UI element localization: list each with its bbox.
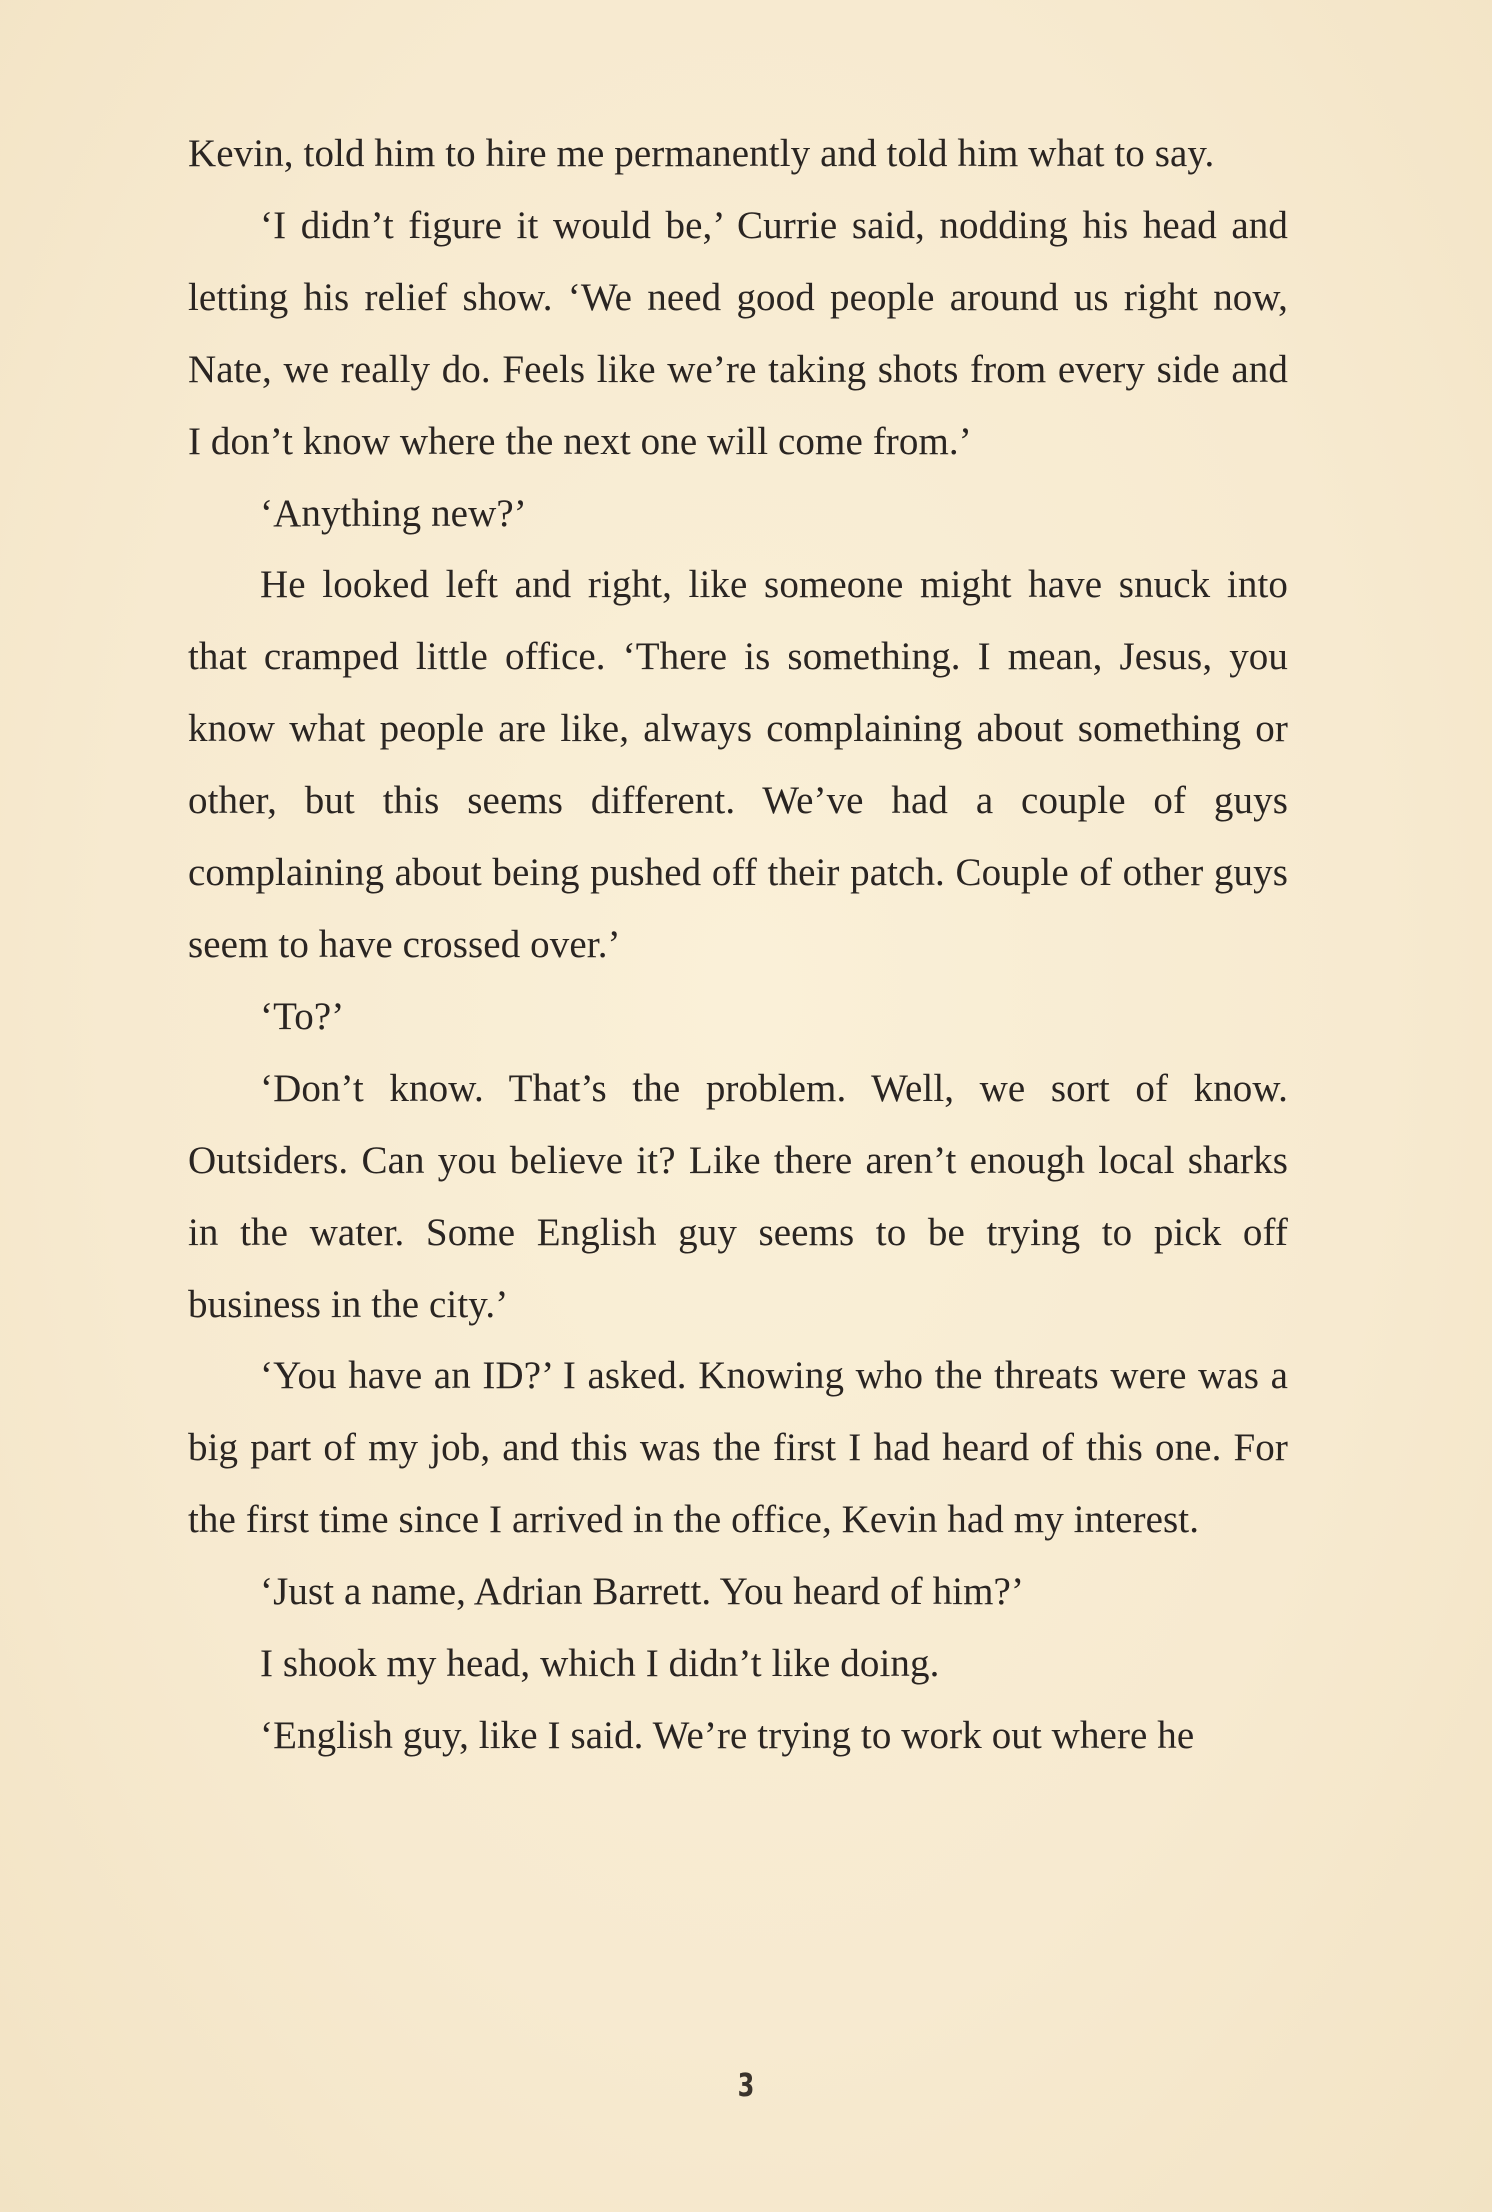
paragraph: ‘Don’t know. That’s the problem. Well, we sort of know. Outsiders. Can you believe it? Like there aren’t enough local sharks in the water. Some English guy seems to be trying to pick off business in the city.’	[188, 1066, 1288, 1326]
paragraph: ‘You have an ID?’ I asked. Knowing who the threats were was a big part of my job, and this was the first I had heard of this one. For the first time since I arrived in the office, Kevin had my interest.	[188, 1354, 1288, 1542]
paragraph: Kevin, told him to hire me permanently and told him what to say.	[188, 132, 1215, 175]
page-number: 3	[737, 2066, 755, 2104]
paragraph: He looked left and right, like someone might have snuck into that cramped little office. ‘There is something. I mean, Jesus, you know what people are like, always complaining about something or other, but this seems different. We’ve had a couple of guys complaining about being pushed off their patch. Couple of other guys seem to have crossed over.’	[188, 563, 1288, 966]
paragraph: ‘To?’	[260, 994, 345, 1038]
paragraph: I shook my head, which I didn’t like doing.	[260, 1642, 940, 1686]
paragraph: ‘Anything new?’	[260, 491, 527, 535]
paragraph: ‘Just a name, Adrian Barrett. You heard of him?’	[260, 1570, 1025, 1614]
paragraph: ‘English guy, like I said. We’re trying to work out where he	[260, 1713, 1195, 1757]
body-text	[188, 118, 1288, 1772]
paragraph: ‘I didn’t figure it would be,’ Currie said, nodding his head and letting his relief show. ‘We need good people around us right now, Nate, we really do. Feels like we’re taking shots from every side and I don’t know where the next one will come from.’	[188, 203, 1288, 463]
